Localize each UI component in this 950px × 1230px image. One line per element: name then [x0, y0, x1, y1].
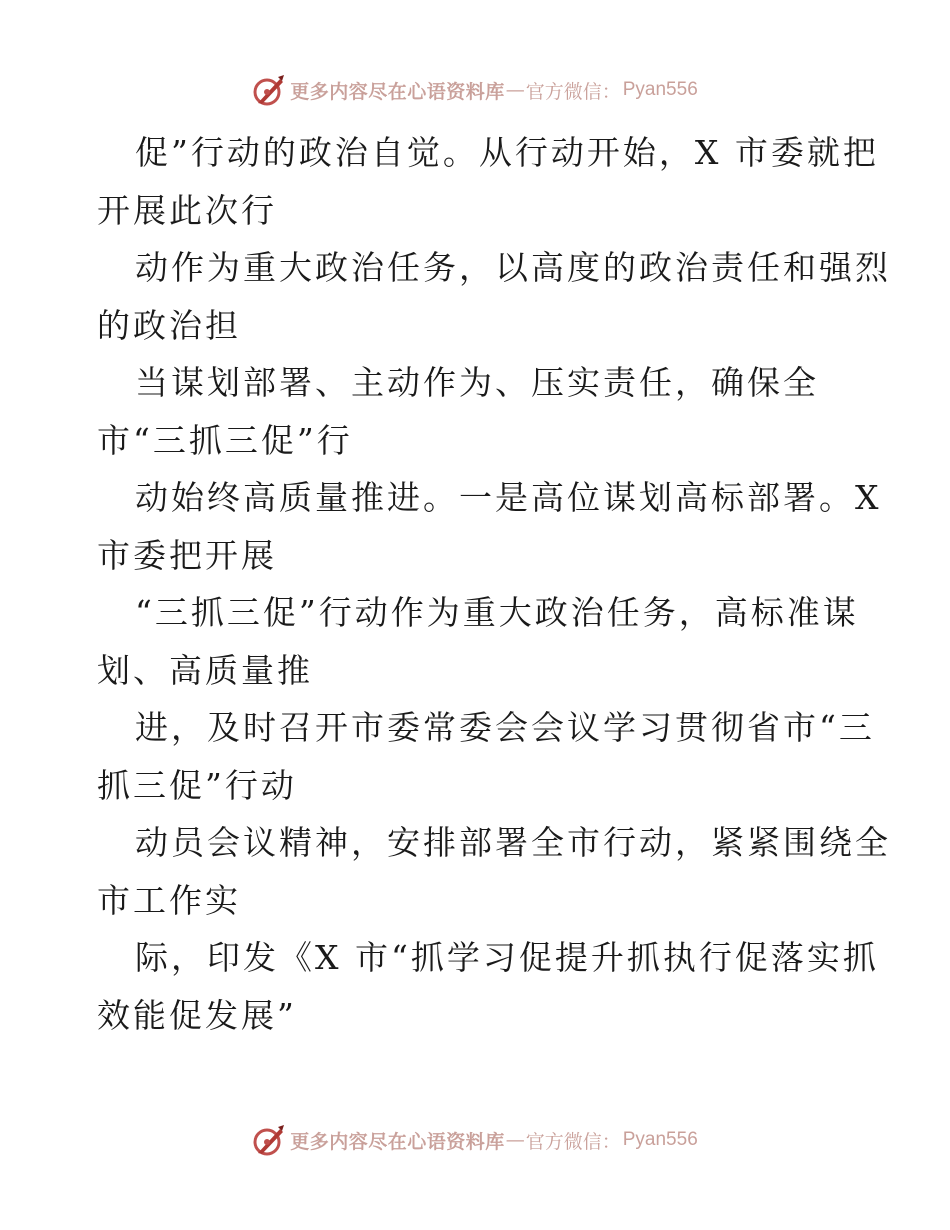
text-line: “三抓三促”行动作为重大政治任务，高标准谋: [135, 593, 859, 632]
watermark-wechat-id: Pyan556: [622, 79, 698, 100]
text-line: 进，及时召开市委常委会会议学习贯彻省市“三: [135, 708, 875, 747]
text-line: 际，印发《X 市“抓学习促提升抓执行促落实抓: [135, 938, 879, 977]
text-line: 市工作实: [97, 880, 241, 920]
text-line: 开展此次行: [97, 190, 277, 230]
watermark-label: 官方微信：: [525, 1130, 621, 1153]
text-line: 抓三促”行动: [97, 765, 297, 805]
quill-logo-icon: [252, 1123, 286, 1157]
header-watermark: [0, 72, 950, 108]
text-line: 动作为重大政治任务，以高度的政治责任和强烈: [135, 248, 891, 287]
text-line: 效能促发展”: [97, 995, 297, 1035]
text-line: 市“三抓三促”行: [97, 420, 353, 460]
watermark-site-text: 更多内容尽在心语资料库: [290, 80, 505, 103]
text-line: 的政治担: [97, 305, 241, 345]
text-line: 促”行动的政治自觉。从行动开始，X 市委就把: [135, 133, 879, 172]
text-line: 划、高质量推: [97, 650, 313, 690]
text-line: 动员会议精神，安排部署全市行动，紧紧围绕全: [135, 823, 891, 862]
quill-logo-icon: [252, 73, 286, 107]
watermark-wechat-id: Pyan556: [622, 1129, 698, 1150]
watermark-site-text: 更多内容尽在心语资料库: [290, 1130, 505, 1153]
text-line: 动始终高质量推进。一是高位谋划高标部署。X: [135, 478, 882, 517]
text-line: 当谋划部署、主动作为、压实责任，确保全: [135, 363, 819, 402]
watermark-separator: —: [505, 79, 525, 101]
watermark-label: 官方微信：: [525, 80, 621, 103]
footer-watermark: [0, 1122, 950, 1158]
document-body: [97, 124, 891, 1044]
watermark-separator: —: [505, 1129, 525, 1151]
text-line: 市委把开展: [97, 535, 277, 575]
